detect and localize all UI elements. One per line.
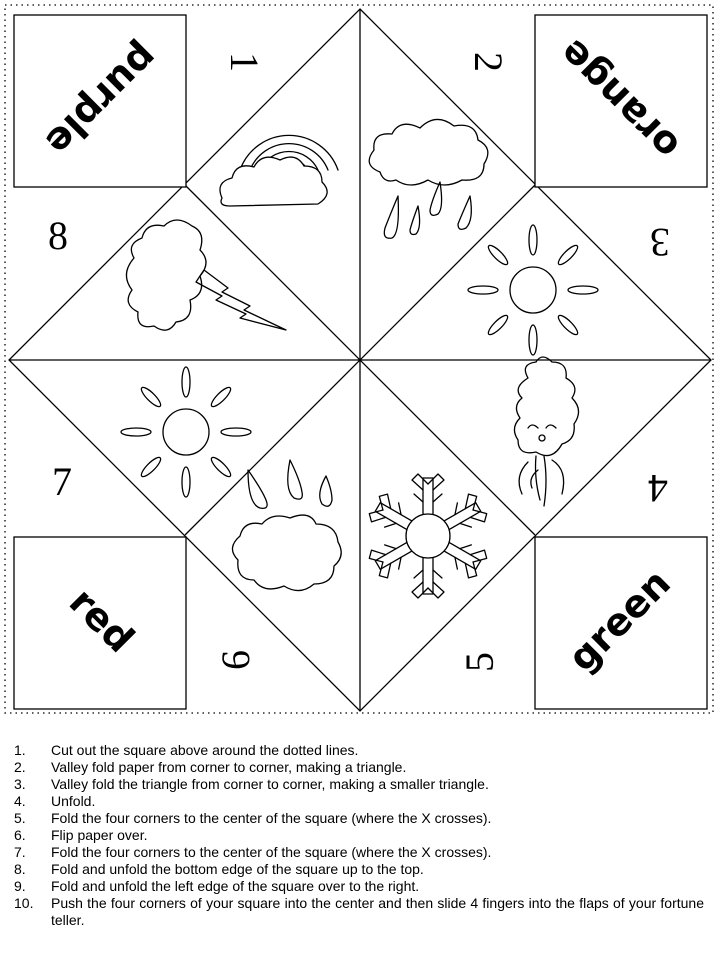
number-2: 2 [465, 52, 511, 72]
instruction-number: 5. [14, 810, 26, 826]
rain-cloud-icon [369, 119, 488, 238]
instruction-number: 2. [14, 759, 26, 775]
instruction-number: 9. [14, 878, 26, 894]
sun-icon-2 [121, 367, 251, 497]
instruction-number: 10. [14, 895, 34, 911]
instruction-text: Fold and unfold the left edge of the square over to the right. [51, 878, 420, 894]
number-8: 8 [48, 213, 68, 259]
instruction-text: Valley fold the triangle from corner to corner, making a smaller triangle. [51, 776, 489, 792]
sun-icon [468, 225, 598, 355]
instruction-text: Flip paper over. [51, 827, 148, 843]
instruction-item [14, 878, 704, 895]
color-word-red: red [60, 579, 143, 662]
instruction-text: Fold the four corners to the center of the square (where the X crosses). [51, 844, 492, 860]
instruction-text: Push the four corners of your square into the center and then slide 4 fingers into the flaps of your fortune teller. [51, 895, 704, 928]
number-1: 1 [221, 52, 267, 72]
instruction-number: 7. [14, 844, 26, 860]
number-7: 7 [52, 459, 72, 505]
instruction-item [14, 810, 704, 827]
instruction-number: 1. [14, 742, 26, 758]
storm-cloud-icon [126, 220, 286, 330]
wind-face-icon [514, 357, 578, 506]
instruction-item [14, 742, 704, 759]
instruction-item [14, 759, 704, 776]
instruction-number: 8. [14, 861, 26, 877]
number-5: 5 [457, 652, 503, 672]
instruction-number: 4. [14, 793, 26, 809]
instructions-list [14, 742, 704, 929]
number-4: 4 [648, 465, 668, 511]
instruction-text: Valley fold paper from corner to corner, making a triangle. [51, 759, 407, 775]
instruction-text: Fold the four corners to the center of the square (where the X crosses). [51, 810, 492, 826]
instruction-item [14, 827, 704, 844]
instruction-text: Fold and unfold the bottom edge of the square up to the top. [51, 861, 424, 877]
instruction-item [14, 793, 704, 810]
color-word-green: green [559, 560, 679, 680]
snowflake-icon [366, 474, 489, 598]
instruction-number: 6. [14, 827, 26, 843]
instruction-item [14, 776, 704, 793]
rainbow-cloud-icon [220, 135, 338, 206]
instruction-text: Cut out the square above around the dotted lines. [51, 742, 359, 758]
instruction-number: 3. [14, 776, 26, 792]
color-word-orange: orange [550, 30, 689, 169]
number-3: 3 [650, 219, 670, 265]
instruction-text: Unfold. [51, 793, 96, 809]
instruction-item [14, 844, 704, 861]
instruction-item [14, 861, 704, 878]
instruction-item [14, 895, 704, 929]
color-word-purple: purple [37, 35, 167, 165]
rain-cloud-icon-2 [232, 460, 341, 591]
number-6: 6 [213, 650, 259, 670]
